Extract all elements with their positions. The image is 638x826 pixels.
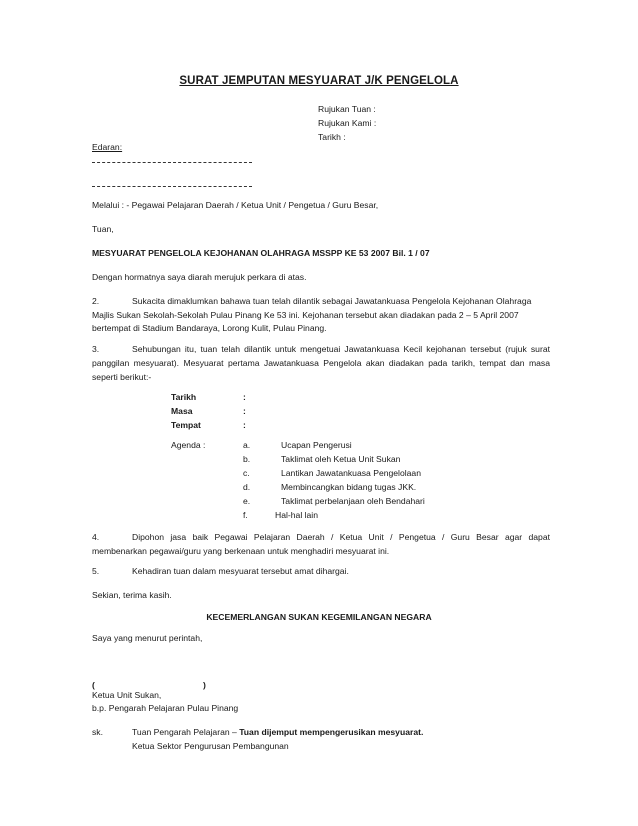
para2-line1: Sukacita dimaklumkan bahawa tuan telah dilantik sebagai Jawatankuasa Pengelola Kejohanan Olahraga	[132, 296, 532, 306]
signatory-org: b.p. Pengarah Pelajaran Pulau Pinang	[92, 703, 239, 713]
signatory-title: Ketua Unit Sukan,	[92, 690, 162, 700]
para4-line2: membenarkan pegawai/guru yang berkenaan untuk menghadiri mesyuarat ini.	[92, 546, 390, 556]
para3-line1: Sehubungan itu, tuan telah dilantik untuk mengetuai Jawatankuasa Kecil kejohanan tersebut (rujuk surat	[132, 344, 550, 354]
closing-line: Sekian, terima kasih.	[92, 590, 172, 600]
agenda-item: Taklimat perbelanjaan oleh Bendahari	[281, 496, 425, 506]
melalui-line: Melalui : - Pegawai Pelajaran Daerah / Ketua Unit / Pengetua / Guru Besar,	[92, 200, 379, 210]
para2-line3: bertempat di Stadium Bandaraya, Lorong Kulit, Pulau Pinang.	[92, 323, 327, 333]
perintah-line: Saya yang menurut perintah,	[92, 633, 203, 643]
para4-line1: Dipohon jasa baik Pegawai Pelajaran Daerah / Ketua Unit / Pengetua / Guru Besar agar dapat	[132, 532, 550, 542]
ref-rujukan-kami: Rujukan Kami :	[318, 118, 377, 128]
para2-line2: Majlis Sukan Sekolah-Sekolah Pulau Pinang Ke 53 ini. Kejohanan tersebut akan diadakan pada 2 – 5 April 2007	[92, 310, 519, 320]
para3-line2: panggilan mesyuarat). Mesyuarat pertama Jawatankuasa Pengelola akan diadakan pada tarikh, tempat dan masa	[92, 358, 550, 368]
agenda-letter: f.	[243, 510, 248, 520]
agenda-letter: a.	[243, 440, 251, 450]
agenda-letter: e.	[243, 496, 251, 506]
ref-tarikh: Tarikh :	[318, 132, 346, 142]
tempat-label: Tempat	[171, 420, 201, 430]
ref-rujukan-tuan: Rujukan Tuan :	[318, 104, 376, 114]
agenda-item: Membincangkan bidang tugas JKK.	[281, 482, 417, 492]
para2-number: 2.	[92, 296, 100, 306]
para4-number: 4.	[92, 532, 100, 542]
edaran-line-2	[92, 186, 252, 187]
sk-line1-bold: Tuan dijemput mempengerusikan mesyuarat.	[239, 727, 424, 737]
motto: KECEMERLANGAN SUKAN KEGEMILANGAN NEGARA	[206, 612, 432, 622]
signature-open-paren: (	[92, 680, 95, 690]
sk-line1	[132, 727, 423, 738]
signature-close-paren: )	[203, 680, 206, 690]
letter-title: SURAT JEMPUTAN MESYUARAT J/K PENGELOLA	[179, 75, 459, 87]
agenda-letter: b.	[243, 454, 251, 464]
intro-line: Dengan hormatnya saya diarah merujuk perkara di atas.	[92, 272, 307, 282]
sk-line1-plain: Tuan Pengarah Pelajaran –	[132, 727, 237, 737]
tarikh-label: Tarikh	[171, 392, 197, 402]
sk-line2: Ketua Sektor Pengurusan Pembangunan	[132, 741, 289, 751]
agenda-letter: d.	[243, 482, 251, 492]
salutation: Tuan,	[92, 224, 114, 234]
edaran-label: Edaran:	[92, 142, 123, 152]
agenda-item: Lantikan Jawatankuasa Pengelolaan	[281, 468, 421, 478]
para3-line3: seperti berikut:-	[92, 372, 152, 382]
agenda-item: Taklimat oleh Ketua Unit Sukan	[281, 454, 401, 464]
agenda-letter: c.	[243, 468, 250, 478]
subject-line: MESYUARAT PENGELOLA KEJOHANAN OLAHRAGA MSSPP KE 53 2007 Bil. 1 / 07	[92, 248, 430, 258]
masa-label: Masa	[171, 406, 193, 416]
sk-label: sk.	[92, 727, 103, 737]
agenda-item: Hal-hal lain	[275, 510, 318, 520]
para5-text: Kehadiran tuan dalam mesyuarat tersebut amat dihargai.	[132, 566, 349, 576]
tarikh-colon: :	[243, 392, 246, 402]
edaran-line-1	[92, 162, 252, 163]
agenda-item: Ucapan Pengerusi	[281, 440, 352, 450]
masa-colon: :	[243, 406, 246, 416]
agenda-label: Agenda :	[171, 440, 206, 450]
tempat-colon: :	[243, 420, 246, 430]
para3-number: 3.	[92, 344, 100, 354]
para5-number: 5.	[92, 566, 100, 576]
